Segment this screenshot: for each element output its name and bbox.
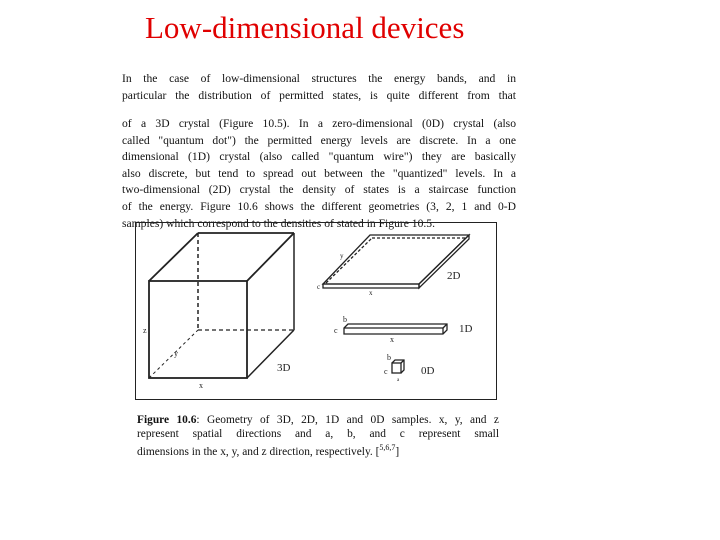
caption-end: ] (395, 445, 400, 458)
caption-line: represent spatial directions and a, b, and c represent small (137, 428, 499, 440)
plate-y-label: y (340, 252, 344, 260)
text-line: two-dimensional (2D) crystal the density of states is a staircase function (122, 183, 516, 197)
slide-title: Low-dimensional devices (145, 10, 465, 45)
wire-b-label: b (343, 315, 347, 324)
intro-paragraph (122, 71, 516, 104)
text-line: In the case of low-dimensional structures the energy bands, and in (122, 72, 516, 85)
dot-0d (392, 360, 404, 373)
dot-a-label: a (397, 378, 400, 383)
caption-references: 5,6,7 (379, 443, 396, 452)
caption-line: : Geometry of 3D, 2D, 1D and 0D samples. x, y, and z (196, 414, 499, 426)
label-0d: 0D (421, 365, 435, 377)
wire-1d (344, 324, 447, 334)
plate-c-label: c (317, 283, 321, 291)
text-line: particular the distribution of permitted states, is quite different from that (122, 88, 516, 102)
cube-z-label: z (143, 326, 147, 335)
plate-x-label: x (369, 289, 373, 297)
figure-caption (137, 413, 499, 459)
text-line: samples) which correspond to the densities of stated in Figure 10.5. (122, 216, 435, 230)
cube-3d (149, 233, 294, 378)
caption-figure-number: Figure 10.6 (137, 414, 197, 426)
geometry-figure (135, 222, 497, 400)
text-line: of a 3D crystal (Figure 10.5). In a zero-dimensional (0D) crystal (also (122, 117, 516, 130)
label-1d: 1D (459, 323, 473, 335)
wire-x-label: x (390, 335, 394, 344)
label-3d: 3D (277, 362, 291, 374)
wire-c-label: c (334, 326, 338, 335)
dot-b-label: b (387, 353, 391, 362)
cube-x-label: x (199, 381, 203, 390)
text-line: of the energy. Figure 10.6 shows the different geometries (3, 2, 1 and 0-D (122, 199, 516, 213)
cube-y-label: y (174, 349, 178, 358)
text-line: called "quantum dot") the permitted energy levels are discrete. In a one (122, 133, 516, 147)
body-paragraph (122, 116, 516, 232)
label-2d: 2D (447, 270, 461, 282)
text-line: also discrete, but tend to spread out between the "quantized" levels. In a (122, 166, 516, 180)
dot-c-label: c (384, 367, 388, 376)
text-line: dimensional (1D) crystal (also called "quantum wire") they are basically (122, 150, 516, 164)
caption-line: dimensions in the x, y, and z direction, respectively. [ (137, 445, 380, 458)
